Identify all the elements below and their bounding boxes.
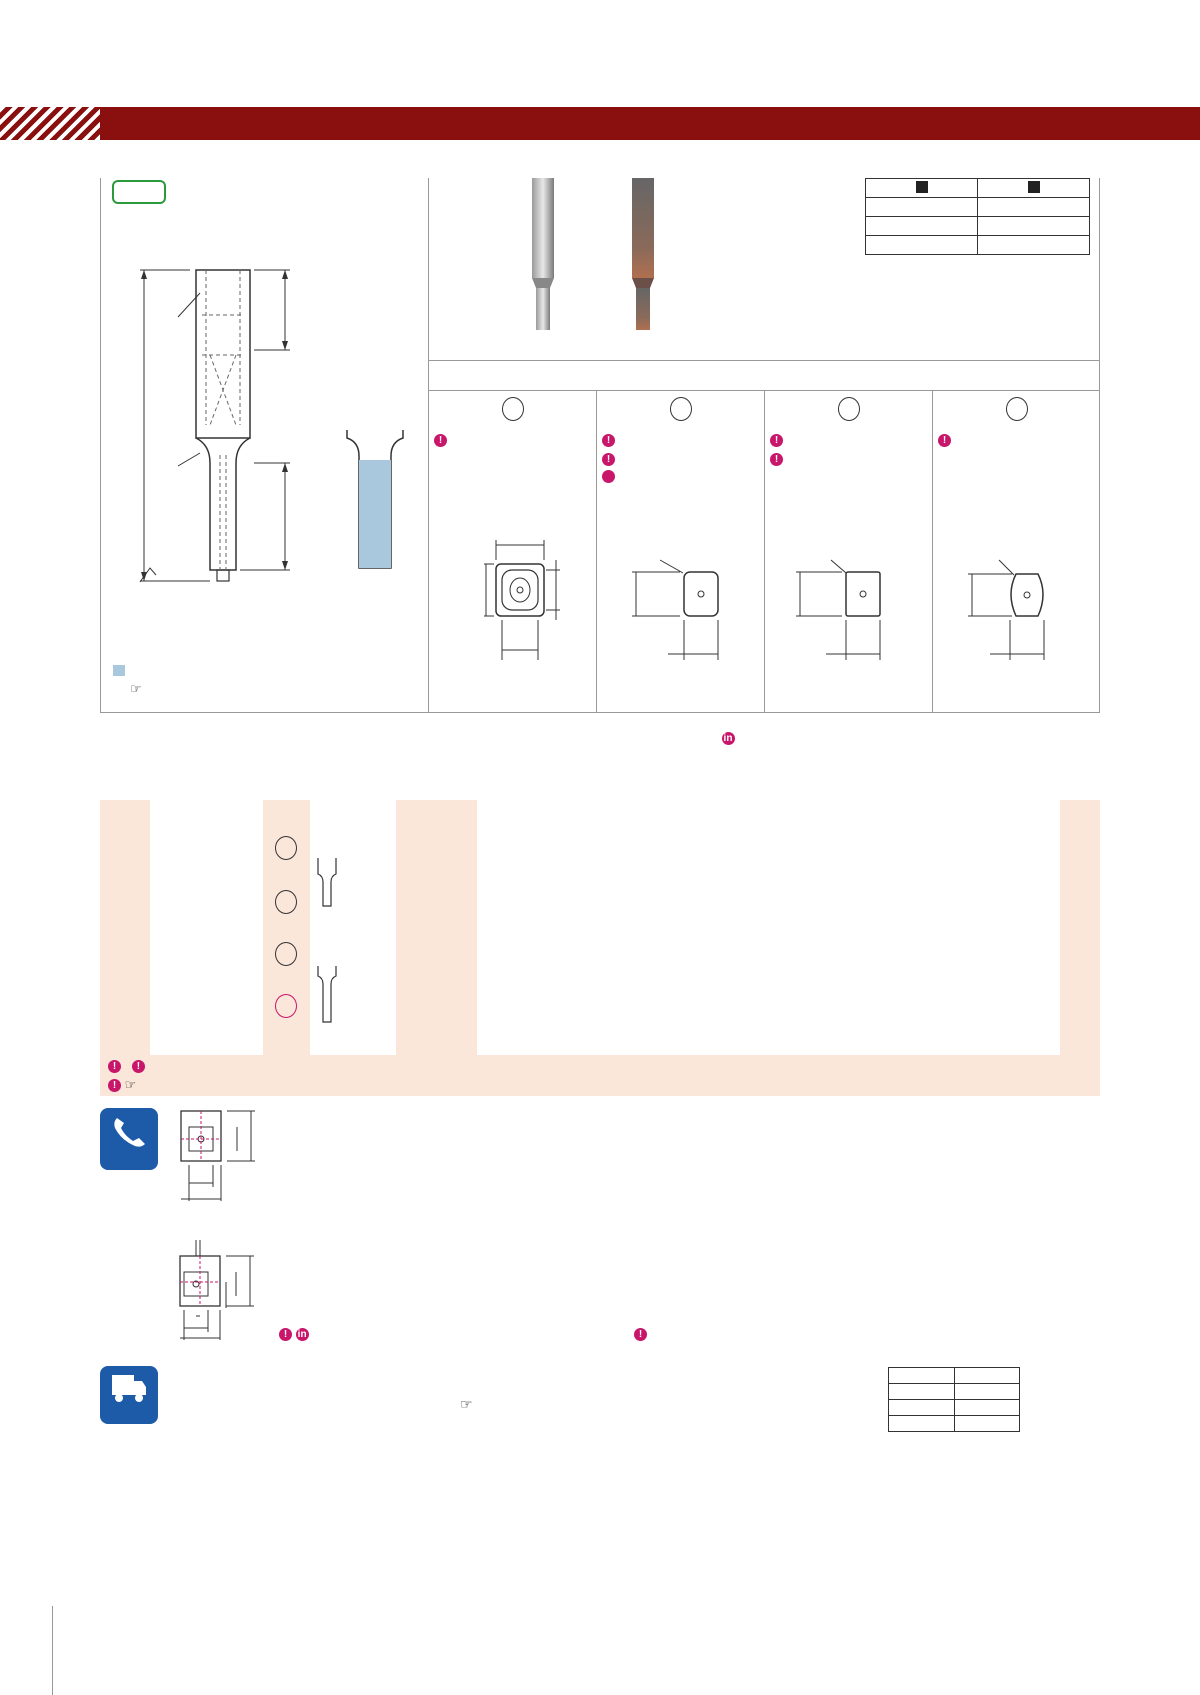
coating-ref: ☞ <box>130 681 142 696</box>
truck-icon <box>108 1371 150 1405</box>
table-note-1: ! ! <box>108 1058 145 1073</box>
shape-d-note1: ! <box>770 432 783 447</box>
order-fig-1 <box>165 1105 265 1205</box>
order-note-b: ! <box>634 1326 647 1341</box>
footer-rule <box>52 1606 53 1695</box>
table-note-2: ! ☞ <box>108 1077 136 1093</box>
order-fig-2 <box>140 1236 270 1346</box>
shape-col-d <box>275 942 297 971</box>
shape-col-g <box>275 994 297 1023</box>
shape-r-note2: ! <box>602 451 615 466</box>
shape-col-r <box>275 890 297 919</box>
short-blade-icon <box>314 858 340 908</box>
long-blade-icon <box>314 966 340 1024</box>
order-badge <box>100 1108 158 1170</box>
shape-col-e <box>275 836 297 865</box>
zmin-table <box>888 1367 1020 1432</box>
size-header: in <box>396 729 1060 745</box>
shape-r-note1: ! <box>602 432 615 447</box>
order-note-a: ! in <box>279 1326 309 1341</box>
delivery-badge <box>100 1366 158 1424</box>
shape-g-note: ! <box>938 432 951 447</box>
shape-e-note: ! <box>434 432 447 447</box>
phone-icon <box>109 1114 149 1150</box>
delivery-page-ref: ☞ <box>460 1396 473 1412</box>
shape-d-note2: ! <box>770 451 783 466</box>
